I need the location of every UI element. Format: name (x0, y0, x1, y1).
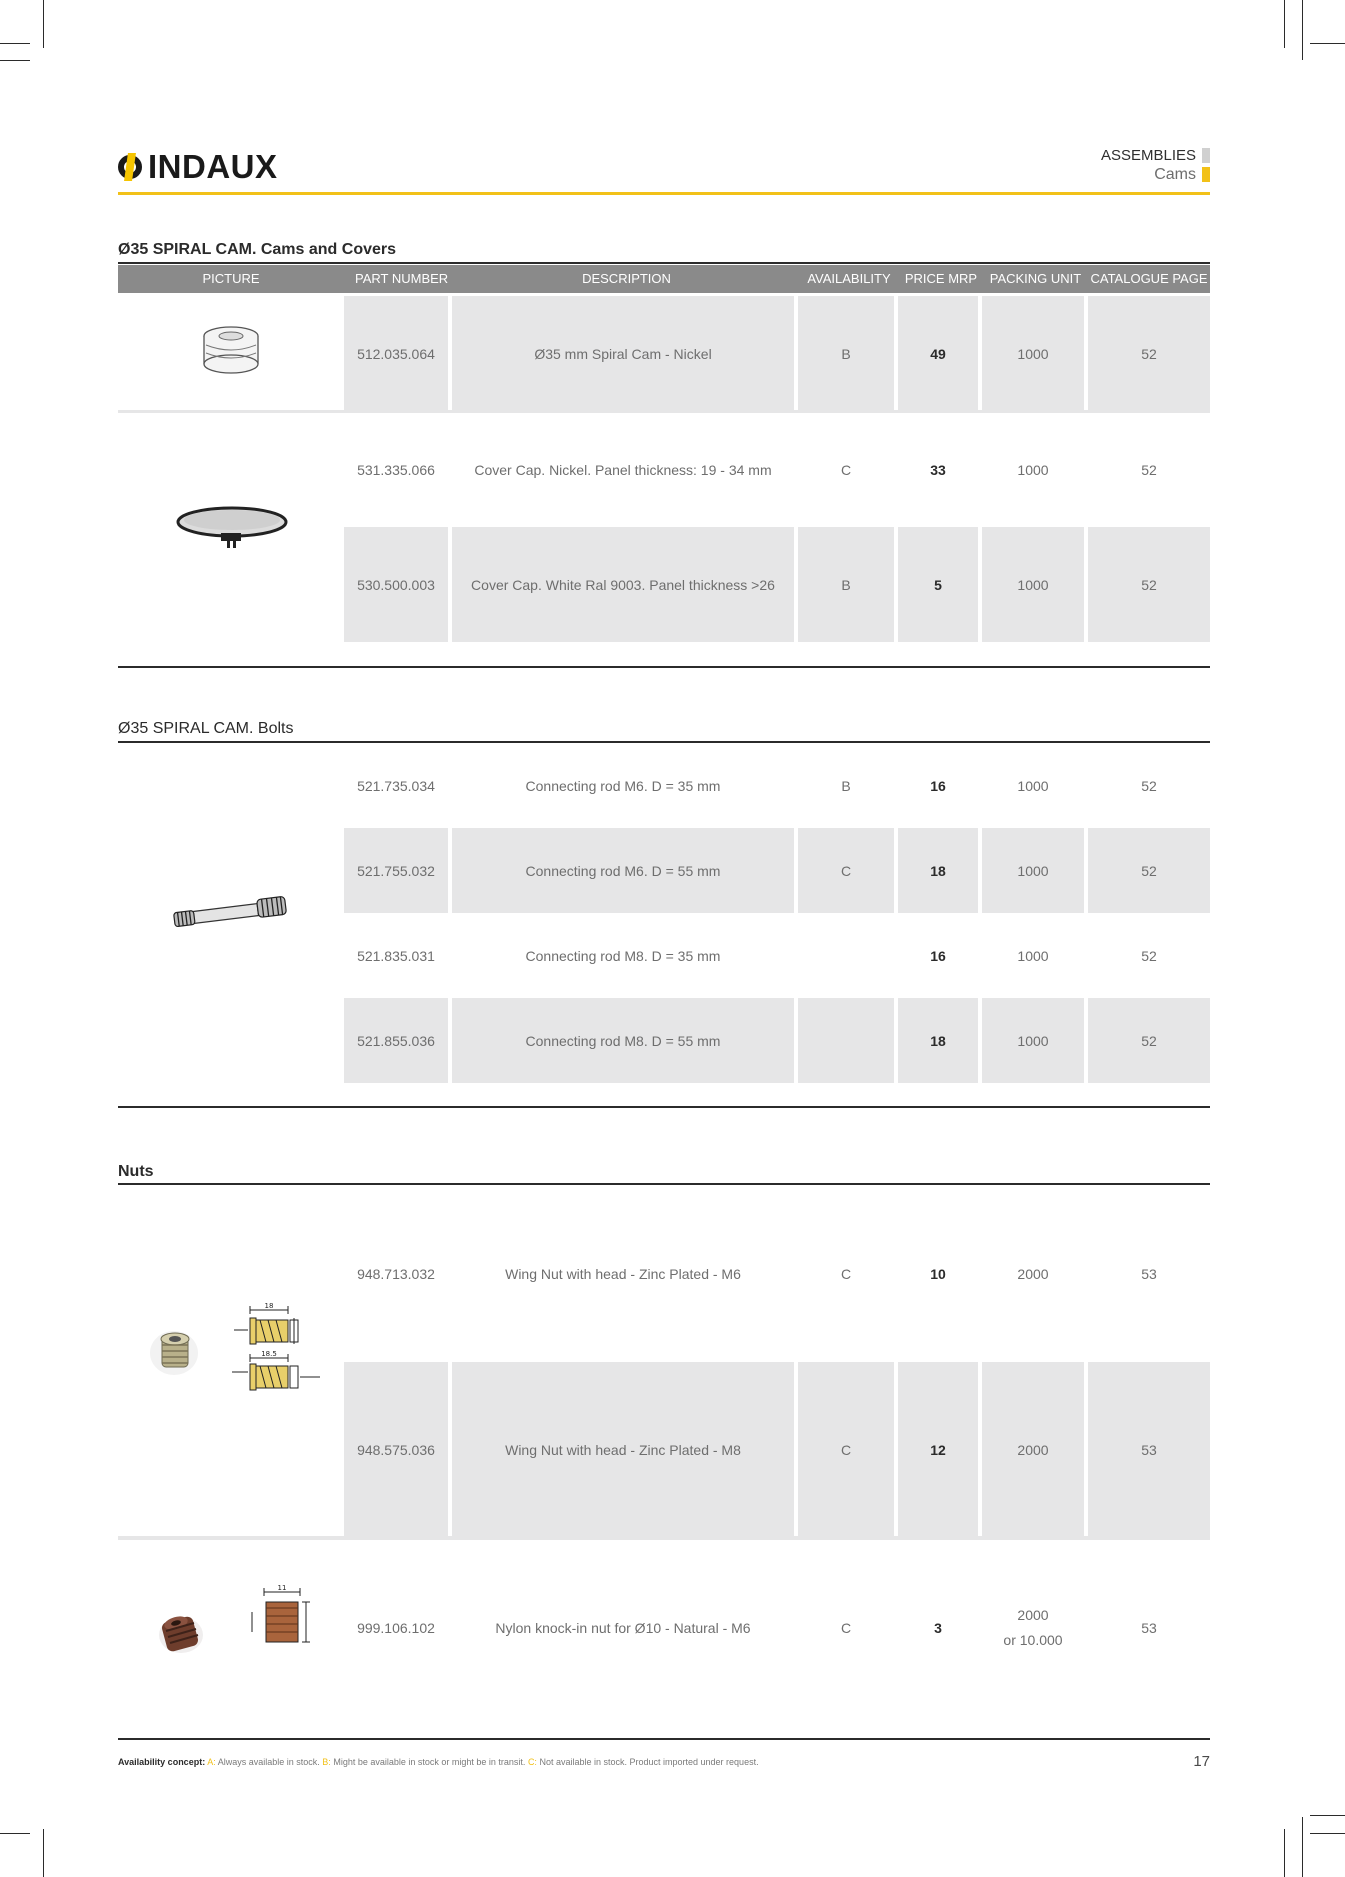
description: Cover Cap. White Ral 9003. Panel thickness >26 (471, 576, 775, 593)
crop-mark (1302, 0, 1303, 60)
catalogue-page: 53 (1141, 1266, 1157, 1282)
catalogue-page: 53 (1141, 1620, 1157, 1636)
page-number: 17 (1193, 1753, 1210, 1770)
logo-icon (118, 153, 144, 181)
dimension-label: 18.5 (261, 1350, 277, 1358)
col-picture: PICTURE (202, 271, 260, 286)
part-number: 521.755.032 (357, 862, 435, 879)
availability: B (841, 778, 851, 794)
category-label: ASSEMBLIES (1100, 147, 1196, 164)
crop-mark (43, 0, 44, 48)
price: 18 (930, 862, 946, 879)
description: Nylon knock-in nut for Ø10 - Natural - M6 (495, 1620, 751, 1636)
col-catalogue-page: CATALOGUE PAGE (1090, 271, 1208, 286)
availability (798, 913, 894, 998)
price: 16 (930, 778, 946, 794)
availability: B (841, 576, 851, 593)
legend-text: Always available in stock. (217, 1757, 320, 1767)
part-number: 531.335.066 (357, 461, 435, 478)
cover-cap-image (172, 494, 292, 558)
wing-nut-photo (140, 1320, 208, 1382)
col-price: PRICE MRP (904, 271, 978, 286)
section-end-rule (118, 1106, 1210, 1108)
section-header (1101, 146, 1210, 184)
price: 16 (930, 947, 946, 964)
packing-unit: 1000 (1017, 345, 1049, 362)
crop-mark (1284, 1829, 1285, 1877)
availability (798, 998, 894, 1083)
crop-mark (1310, 1815, 1345, 1816)
subcategory-swatch (1202, 167, 1210, 182)
crop-mark (1310, 43, 1345, 44)
availability: C (840, 1266, 852, 1282)
part-number: 999.106.102 (357, 1620, 435, 1636)
legend-key: B: (322, 1757, 331, 1767)
catalogue-page: 52 (1141, 862, 1157, 879)
description: Connecting rod M8. D = 55 mm (525, 1032, 721, 1049)
description: Connecting rod M8. D = 35 mm (525, 947, 721, 964)
brand-logo (118, 150, 278, 184)
table-header (118, 265, 1210, 293)
description: Ø35 mm Spiral Cam - Nickel (534, 345, 712, 362)
packing-unit: 1000 (1017, 1032, 1049, 1049)
catalogue-page: 52 (1141, 461, 1157, 478)
crop-mark (0, 1833, 30, 1834)
part-number: 948.575.036 (357, 1442, 435, 1458)
catalogue-page: 52 (1141, 1032, 1157, 1049)
price: 10 (930, 1266, 946, 1282)
packing-unit-line: 2000 (1017, 1607, 1049, 1623)
crop-mark (1302, 1817, 1303, 1877)
section-rule (118, 741, 1210, 743)
crop-mark (1284, 0, 1285, 48)
packing-unit: 1000 (1017, 778, 1049, 794)
section-title: Ø35 SPIRAL CAM. Bolts (118, 720, 294, 737)
part-number: 530.500.003 (357, 576, 435, 593)
price: 5 (934, 576, 942, 593)
price: 3 (934, 1620, 942, 1636)
crop-mark (0, 60, 30, 61)
availability: C (840, 1620, 852, 1636)
description: Wing Nut with head - Zinc Plated - M6 (505, 1266, 741, 1282)
footer-rule (118, 1738, 1210, 1740)
description: Connecting rod M6. D = 35 mm (525, 778, 721, 794)
description: Connecting rod M6. D = 55 mm (525, 862, 721, 879)
nylon-nut-drawing (244, 1584, 324, 1660)
crop-mark (0, 43, 30, 44)
brand-name: INDAUX (148, 148, 278, 185)
availability-legend (118, 1757, 759, 1767)
availability: C (840, 461, 852, 478)
price: 12 (930, 1442, 946, 1458)
packing-unit-line: or 10.000 (1003, 1632, 1063, 1648)
section-rule (118, 1183, 1210, 1185)
catalogue-page: 52 (1141, 947, 1157, 964)
connecting-rod-image (168, 890, 292, 936)
packing-unit: 2000 (1017, 1442, 1049, 1458)
price: 33 (930, 461, 946, 478)
dimension-label: 18 (264, 1302, 274, 1310)
col-packing-unit: PACKING UNIT (989, 271, 1082, 286)
col-availability: AVAILABILITY (807, 271, 891, 286)
packing-unit: 1000 (1017, 947, 1049, 964)
packing-unit: 2000 (1017, 1266, 1049, 1282)
price: 18 (930, 1032, 946, 1049)
part-number: 512.035.064 (357, 345, 435, 362)
part-number: 521.855.036 (357, 1032, 435, 1049)
crop-mark (1310, 1833, 1345, 1834)
category-swatch (1202, 148, 1210, 163)
catalogue-page: 53 (1141, 1442, 1157, 1458)
legend-key: C: (527, 1757, 537, 1767)
subcategory-label: Cams (1154, 166, 1196, 183)
availability: B (841, 345, 851, 362)
catalogue-page: 52 (1141, 345, 1157, 362)
section-title: Nuts (118, 1163, 154, 1180)
section-end-rule (118, 666, 1210, 668)
description: Wing Nut with head - Zinc Plated - M8 (505, 1442, 741, 1458)
availability: C (840, 1442, 852, 1458)
legend-label: Availability concept: (118, 1757, 206, 1767)
catalogue-page: 52 (1141, 576, 1157, 593)
packing-unit: 1000 (1017, 461, 1049, 478)
packing-unit: 1000 (1017, 576, 1049, 593)
wing-nut-drawing (228, 1300, 324, 1410)
header-rule (118, 192, 1210, 195)
price: 49 (930, 345, 946, 362)
section-rule (118, 262, 1210, 264)
availability: C (840, 862, 852, 879)
col-description: DESCRIPTION (582, 271, 671, 286)
packing-unit: 1000 (1017, 862, 1049, 879)
spiral-cam-image (190, 320, 272, 380)
legend-text: Not available in stock. Product imported under request. (539, 1757, 759, 1767)
col-part-number: PART NUMBER (355, 271, 449, 286)
dimension-label: 11 (277, 1584, 287, 1592)
packing-unit (982, 1540, 1084, 1716)
part-number: 948.713.032 (357, 1266, 435, 1282)
crop-mark (43, 1829, 44, 1877)
legend-text: Might be available in stock or might be in transit. (333, 1757, 526, 1767)
section-title: Ø35 SPIRAL CAM. Cams and Covers (118, 241, 397, 258)
legend-key: A: (207, 1757, 216, 1767)
part-number: 521.835.031 (357, 947, 435, 964)
part-number: 521.735.034 (357, 778, 435, 794)
catalogue-page: 52 (1141, 778, 1157, 794)
description: Cover Cap. Nickel. Panel thickness: 19 - 34 mm (474, 461, 772, 478)
nylon-nut-photo (152, 1605, 210, 1659)
